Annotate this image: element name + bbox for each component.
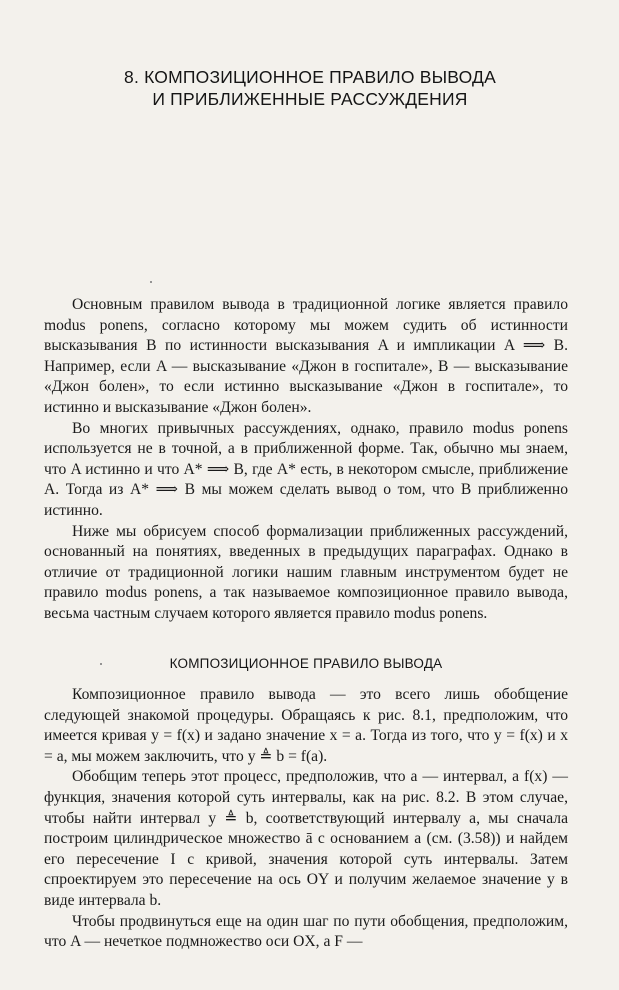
chapter-title [40, 66, 580, 110]
section-text [44, 685, 568, 953]
intro-paragraph-2: Во многих привычных рассуждениях, однако, правило modus ponens используется не в точной, а в приближенной форме. Так, обычно мы знаем, что A истинно и что A* ⟹ B, где A* есть, в некотором смысле, приближение A. Тогда из A* ⟹ B мы можем сделать вывод о том, что B приближенно истинно. [44, 419, 568, 519]
section-paragraph-1: Композиционное правило вывода — это всего лишь обобщение следующей знакомой процедуры. Обращаясь к рис. 8.1, предположим, что имеется кривая y = f(x) и задано значение x = a. Тогда из того, что y = f(x) и x = a, мы можем заключить, что y ≜ b = f(a). [44, 686, 568, 765]
section-heading: КОМПОЗИЦИОННОЕ ПРАВИЛО ВЫВОДА [169, 656, 443, 671]
section-paragraph-3: Чтобы продвинуться еще на один шаг по пути обобщения, предположим, что A — нечеткое подмножество оси OX, а F — [44, 912, 568, 951]
chapter-title-line-2: И ПРИБЛИЖЕННЫЕ РАССУЖДЕНИЯ [152, 89, 468, 109]
section-paragraph-2: Обобщим теперь этот процесс, предположив, что a — интервал, а f(x) — функция, значения которой суть интервалы, как на рис. 8.2. В этом случае, чтобы найти интервал y ≜ b, соответствующий интервалу a, мы сначала построим цилиндрическое множество ā с основанием a (см. (3.58)) и найдем его пересечение I с кривой, значения которой суть интервалы. Затем спроектируем это пересечение на ось OY и получим желаемое значение y в виде интервала b. [44, 768, 568, 909]
intro-paragraph-3: Ниже мы обрисуем способ формализации приближенных рассуждений, основанный на понятиях, введенных в предыдущих параграфах. Однако в отличие от традиционной логики нашим главным инструментом будет не правило modus ponens, а так называемое композиционное правило вывода, весьма частным случаем которого является правило modus ponens. [44, 522, 568, 622]
intro-paragraph-1: Основным правилом вывода в традиционной логике является правило modus ponens, согласно которому мы можем судить об истинности высказывания B по истинности высказывания A и импликации A ⟹ B. Например, если A — высказывание «Джон в госпитале», B — высказывание «Джон болен», то если истинно высказывание «Джон в госпитале», то истинно и высказывание «Джон болен». [44, 296, 568, 416]
print-speck [150, 281, 152, 283]
intro-text [44, 295, 568, 625]
chapter-title-line-1: 8. КОМПОЗИЦИОННОЕ ПРАВИЛО ВЫВОДА [124, 67, 496, 87]
